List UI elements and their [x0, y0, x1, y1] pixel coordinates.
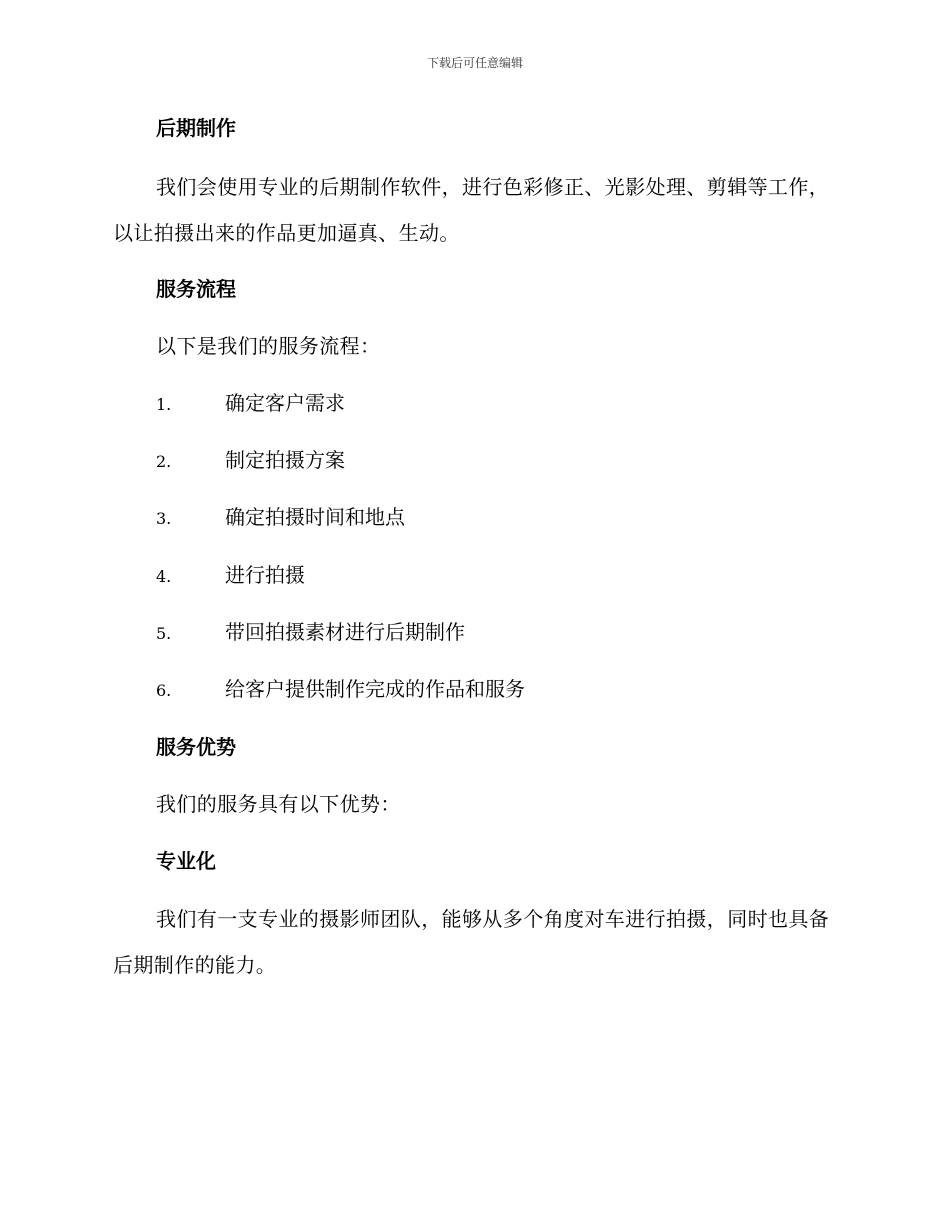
service-process-intro: 以下是我们的服务流程： — [156, 334, 381, 358]
section-heading-professional: 专业化 — [156, 849, 216, 873]
service-advantages-intro: 我们的服务具有以下优势： — [156, 792, 401, 816]
list-item-number: 3. — [156, 509, 172, 528]
list-item-number: 5. — [156, 624, 172, 643]
list-item — [156, 617, 465, 649]
section-heading-post-production: 后期制作 — [156, 116, 236, 140]
list-item-text: 带回拍摄素材进行后期制作 — [225, 620, 465, 644]
list-item — [156, 388, 345, 420]
section-heading-service-process: 服务流程 — [156, 277, 236, 301]
list-item-number: 2. — [156, 452, 172, 471]
list-item-text: 给客户提供制作完成的作品和服务 — [225, 677, 525, 701]
list-item-number: 1. — [156, 395, 172, 414]
list-item-number: 4. — [156, 567, 172, 586]
list-item — [156, 445, 345, 477]
list-item-number: 6. — [156, 681, 172, 700]
list-item-text: 确定拍摄时间和地点 — [225, 505, 405, 529]
header-note: 下载后可任意编辑 — [426, 56, 523, 70]
list-item — [156, 674, 525, 706]
list-item — [156, 502, 405, 534]
list-item-text: 制定拍摄方案 — [225, 448, 345, 472]
post-production-paragraph: 我们会使用专业的后期制作软件，进行色彩修正、光影处理、剪辑等工作，以让拍摄出来的作品更加逼真、生动。 — [113, 175, 830, 245]
list-item — [156, 560, 305, 592]
professional-paragraph: 我们有一支专业的摄影师团队，能够从多个角度对车进行拍摄，同时也具备后期制作的能力。 — [113, 907, 830, 977]
list-item-text: 进行拍摄 — [225, 563, 305, 587]
section-heading-service-advantages: 服务优势 — [156, 735, 236, 759]
list-item-text: 确定客户需求 — [225, 391, 345, 415]
